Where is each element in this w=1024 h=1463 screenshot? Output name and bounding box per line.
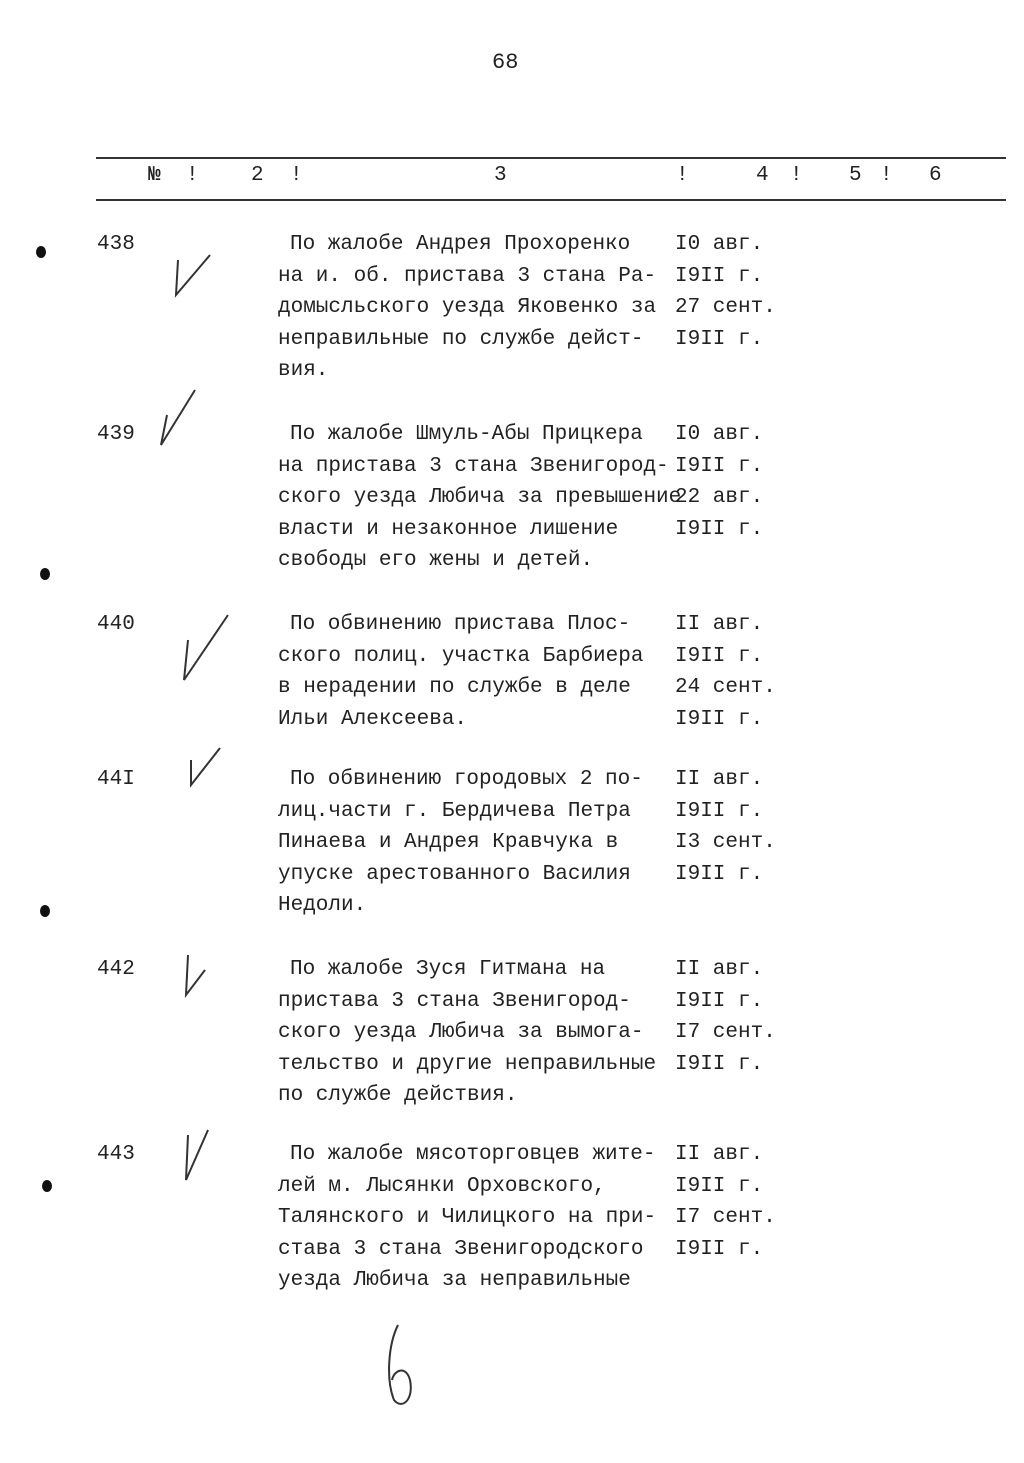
entry-date: I0 авг.	[675, 423, 764, 446]
entry-date: I9II г.	[675, 799, 764, 823]
entry-description-line: ского уезда Любича за вымога-	[278, 1021, 644, 1044]
entry-number: 442	[97, 958, 135, 981]
entry-date: 22 авг.	[675, 486, 764, 509]
column-header-2: 2	[251, 164, 264, 187]
entry-date: I9II г.	[675, 1174, 764, 1198]
entry-description-line: на пристава 3 стана Звенигород-	[278, 454, 669, 478]
entry-description-line: упуске арестованного Василия	[278, 862, 631, 886]
check-mark-icon	[185, 745, 230, 795]
check-mark-icon	[170, 250, 220, 300]
entry-description-line: уезда Любича за неправильные	[278, 1269, 631, 1292]
check-mark-icon	[155, 385, 205, 450]
column-separator: !	[676, 164, 689, 187]
entry-number: 439	[97, 423, 135, 446]
punch-hole-mark	[36, 246, 46, 258]
entry-description-line: лей м. Лысянки Орховского,	[278, 1174, 606, 1198]
column-separator: !	[290, 164, 303, 187]
entry-description-line: в нерадении по службе в деле	[278, 676, 631, 699]
table-top-rule	[96, 157, 1006, 159]
entry-description-line: Пинаева и Андрея Кравчука в	[278, 831, 619, 854]
entry-description-line: ского уезда Любича за превышение	[278, 486, 682, 509]
entry-date: 24 сент.	[675, 676, 776, 699]
entry-date: I7 сент.	[675, 1021, 776, 1044]
handwritten-mark	[380, 1320, 430, 1410]
entry-date: II авг.	[675, 958, 764, 981]
entry-description-line: По жалобе Андрея Прохоренко	[290, 233, 631, 256]
entry-description-line: пристава 3 стана Звенигород-	[278, 989, 631, 1013]
entry-date: II авг.	[675, 768, 764, 791]
column-header-4: 4	[756, 164, 769, 187]
entry-date: I9II г.	[675, 454, 764, 478]
entry-description-line: неправильные по службе дейст-	[278, 327, 644, 351]
entry-date: I9II г.	[675, 707, 764, 731]
column-separator: !	[186, 164, 199, 187]
entry-description-line: по службе действия.	[278, 1084, 518, 1107]
entry-date: I0 авг.	[675, 233, 764, 256]
entry-date: I9II г.	[675, 517, 764, 541]
punch-hole-mark	[40, 905, 50, 917]
check-mark-icon	[178, 1125, 218, 1185]
entry-date: I9II г.	[675, 327, 764, 351]
entry-description-line: свободы его жены и детей.	[278, 549, 594, 572]
column-header-number: №	[148, 164, 161, 187]
entry-description-line: тельство и другие неправильные	[278, 1052, 657, 1076]
entry-number: 443	[97, 1143, 135, 1166]
entry-description-line: власти и незаконное лишение	[278, 517, 619, 541]
entry-date: I9II г.	[675, 264, 764, 288]
page-number: 68	[492, 50, 519, 75]
entry-date: 27 сент.	[675, 296, 776, 319]
punch-hole-mark	[42, 1180, 52, 1192]
entry-description-line: лиц.части г. Бердичева Петра	[278, 799, 631, 823]
check-mark-icon	[180, 610, 235, 685]
column-separator: !	[880, 164, 893, 187]
entry-description-line: домысльского уезда Яковенко за	[278, 296, 657, 319]
entry-date: II авг.	[675, 613, 764, 636]
column-header-3: 3	[494, 164, 507, 187]
entry-description-line: на и. об. пристава 3 стана Ра-	[278, 264, 657, 288]
entry-number: 438	[97, 233, 135, 256]
punch-hole-mark	[40, 568, 50, 580]
entry-description-line: Талянского и Чилицкого на при-	[278, 1206, 657, 1229]
entry-description-line: По жалобе мясоторговцев жите-	[290, 1143, 656, 1166]
entry-date: II авг.	[675, 1143, 764, 1166]
entry-number: 44I	[97, 768, 135, 791]
entry-description-line: По жалобе Зуся Гитмана на	[290, 958, 606, 981]
entry-number: 440	[97, 613, 135, 636]
entry-description-line: По обвинению городовых 2 по-	[290, 768, 643, 791]
entry-description-line: Ильи Алексеева.	[278, 707, 468, 731]
entry-date: I9II г.	[675, 644, 764, 668]
table-header-rule	[96, 199, 1006, 201]
entry-date: I9II г.	[675, 1237, 764, 1261]
column-header-5: 5	[849, 164, 862, 187]
entry-description-line: става 3 стана Звенигородского	[278, 1237, 644, 1261]
entry-date: I7 сент.	[675, 1206, 776, 1229]
entry-date: I9II г.	[675, 1052, 764, 1076]
entry-description-line: Недоли.	[278, 894, 367, 917]
entry-description-line: вия.	[278, 359, 329, 382]
check-mark-icon	[180, 950, 215, 1000]
entry-description-line: По жалобе Шмуль-Абы Прицкера	[290, 423, 643, 446]
entry-date: I3 сент.	[675, 831, 776, 854]
entry-date: I9II г.	[675, 862, 764, 886]
column-header-6: 6	[929, 164, 942, 187]
entry-date: I9II г.	[675, 989, 764, 1013]
entry-description-line: По обвинению пристава Плос-	[290, 613, 631, 636]
entry-description-line: ского полиц. участка Барбиера	[278, 644, 644, 668]
column-separator: !	[790, 164, 803, 187]
